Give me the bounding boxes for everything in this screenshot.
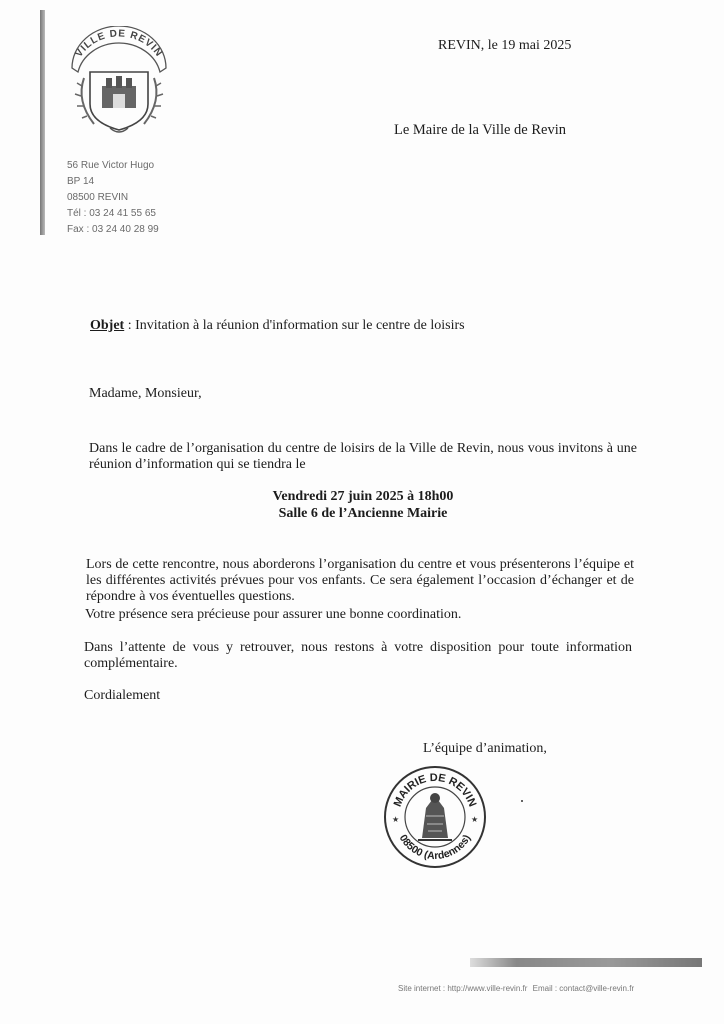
address-fax: Fax : 03 24 40 28 99 <box>67 224 159 235</box>
stamp-top-text: MAIRIE DE REVIN <box>391 771 479 809</box>
closing: Cordialement <box>84 688 161 703</box>
signature-team: L’équipe d’animation, <box>423 741 547 756</box>
ville-de-revin-crest-logo <box>64 26 174 138</box>
scan-margin-shadow <box>40 10 45 235</box>
address-block <box>67 158 159 238</box>
subject-text: : Invitation à la réunion d'information sur le centre de loisirs <box>124 318 465 333</box>
address-street: 56 Rue Victor Hugo <box>67 160 155 171</box>
paragraph-meeting-content: Lors de cette rencontre, nous aborderons l’organisation du centre et vous présenterons l’équipe et les différentes activités prévues pour vos enfants. Ce sera également l’occasion d’échanger et de répondre à vos éventuelles questions. <box>86 557 634 604</box>
paragraph-availability: Dans l’attente de vous y retrouver, nous restons à votre disposition pour toute information complémentaire. <box>84 640 632 671</box>
logo-text: VILLE DE REVIN <box>73 28 165 60</box>
svg-text:★: ★ <box>392 815 400 824</box>
ink-speck <box>521 800 523 802</box>
paragraph-invitation: Dans le cadre de l’organisation du centre de loisirs de la Ville de Revin, nous vous invitons à une réunion d’information qui se tiendra le <box>89 441 637 472</box>
sender-title: Le Maire de la Ville de Revin <box>394 122 566 138</box>
footer <box>398 984 637 993</box>
footer-email: Email : contact@ville-revin.fr <box>532 984 635 993</box>
subject-line <box>90 318 465 334</box>
date-line: REVIN, le 19 mai 2025 <box>438 38 572 53</box>
event-place: Salle 6 de l’Ancienne Mairie <box>278 506 448 521</box>
stamp-bottom-text: 08500 (Ardennes) <box>396 832 474 863</box>
svg-text:★: ★ <box>471 815 479 824</box>
paragraph-presence: Votre présence sera précieuse pour assurer une bonne coordination. <box>85 607 462 622</box>
svg-text:VILLE DE REVIN <box>74 28 165 59</box>
event-details <box>89 488 637 522</box>
scan-bottom-shadow <box>470 958 702 967</box>
event-date: Vendredi 27 juin 2025 à 18h00 <box>272 489 454 504</box>
mairie-stamp <box>382 764 488 870</box>
subject-label: Objet <box>90 318 125 333</box>
address-city: 08500 REVIN <box>67 192 129 203</box>
salutation: Madame, Monsieur, <box>89 386 202 401</box>
address-bp: BP 14 <box>67 176 95 187</box>
address-tel: Tél : 03 24 41 55 65 <box>67 208 156 219</box>
footer-site: Site internet : http://www.ville-revin.fr <box>398 984 528 993</box>
